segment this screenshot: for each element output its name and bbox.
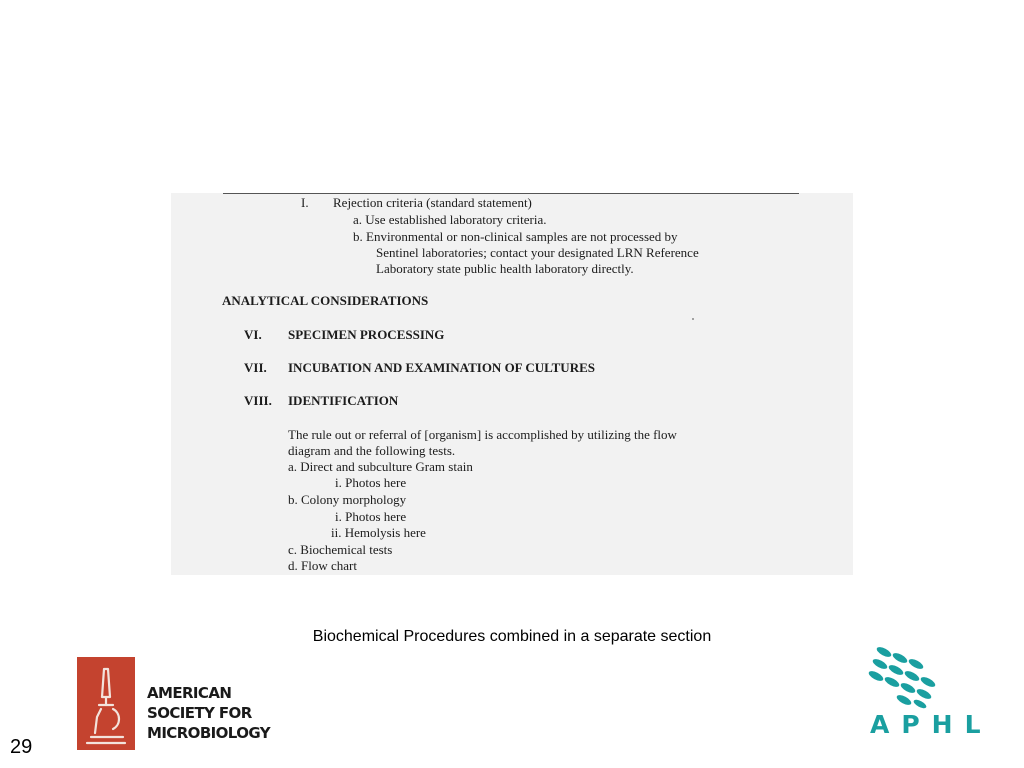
slide-number: 29 [10,736,33,758]
list-item-b-i: i. Photos here [335,509,407,524]
item-i-text: Rejection criteria (standard statement) [333,195,532,210]
item-i-a: a. Use established laboratory criteria. [353,212,547,227]
asm-wordmark [147,683,270,743]
scan-speck [692,318,694,320]
list-item-d: d. Flow chart [288,558,357,573]
paragraph-line2: diagram and the following tests. [288,443,456,458]
list-item-b-ii: ii. Hemolysis here [331,525,426,540]
aphl-logo [862,640,1002,740]
item-i-b-line3: Laboratory state public health laboratory directly. [376,261,634,276]
vii-numeral: VII. [244,360,267,375]
scanned-document [171,193,853,575]
list-item-c: c. Biochemical tests [288,542,393,557]
item-i-b-line2: Sentinel laboratories; contact your designated LRN Reference [376,245,699,260]
asm-logo [77,657,277,751]
list-item-a-i: i. Photos here [335,475,407,490]
vi-heading: SPECIMEN PROCESSING [288,327,445,342]
aphl-wordmark: APHL [870,710,993,739]
viii-heading: IDENTIFICATION [288,393,399,408]
vii-heading: INCUBATION AND EXAMINATION OF CULTURES [288,360,595,375]
list-item-a: a. Direct and subculture Gram stain [288,459,473,474]
document-top-rule [223,193,799,194]
microscope-icon [77,657,135,750]
vi-numeral: VI. [244,327,262,342]
item-i-numeral: I. [301,195,309,210]
asm-line-3: MICROBIOLOGY [147,724,271,742]
aphl-cells-icon [862,640,1002,710]
paragraph-line1: The rule out or referral of [organism] is accomplished by utilizing the flow [288,427,677,442]
list-item-b: b. Colony morphology [288,492,407,507]
item-i-b-line1: b. Environmental or non-clinical samples are not processed by [353,229,678,244]
viii-numeral: VIII. [244,393,272,408]
slide-caption: Biochemical Procedures combined in a separate section [312,628,712,645]
asm-line-1: AMERICAN [147,684,232,702]
section-heading: ANALYTICAL CONSIDERATIONS [222,293,429,308]
asm-line-2: SOCIETY FOR [147,704,252,722]
